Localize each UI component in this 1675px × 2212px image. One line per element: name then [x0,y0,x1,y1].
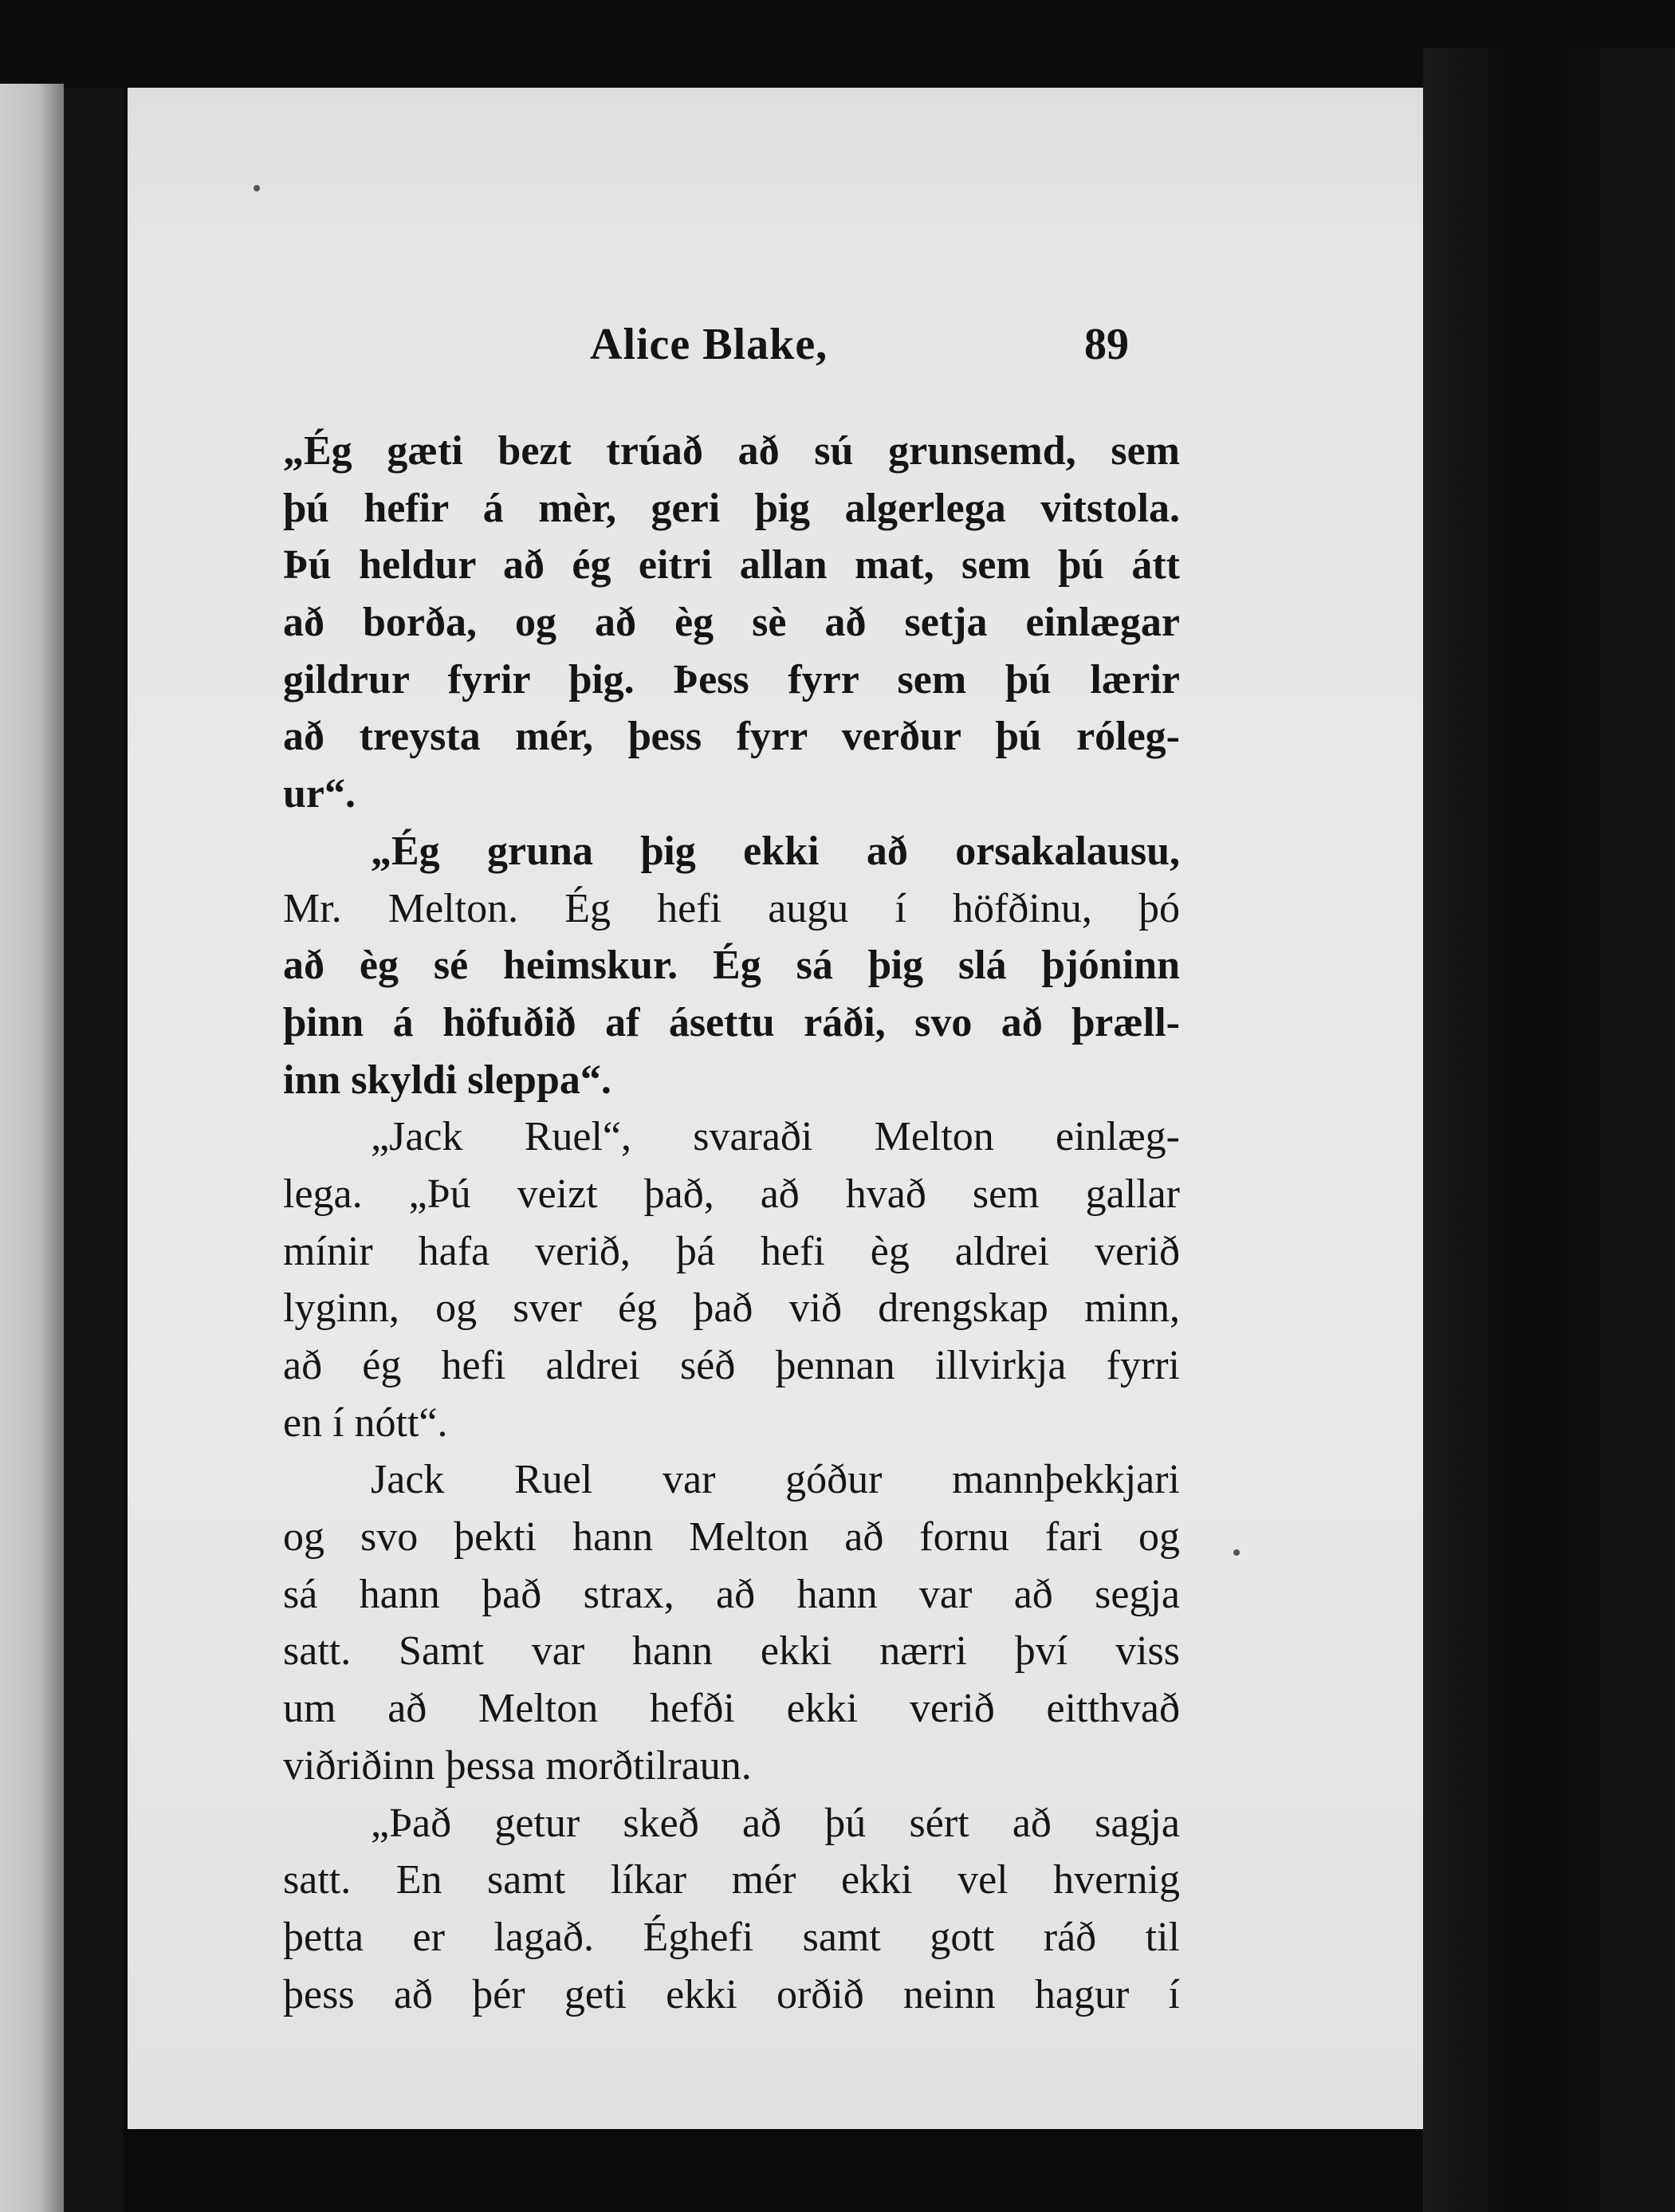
text-line: „Ég gæti bezt trúað að sú grunsemd, sem [283,428,1180,474]
body-text [283,423,1180,2023]
text-line: um að Melton hefði ekki verið eitthvað [283,1686,1180,1732]
text-line: Mr. Melton. Ég hefi augu í höfðinu, þó [283,885,1180,931]
text-line: að ég hefi aldrei séð þennan illvirkja fyrri [283,1343,1180,1388]
text-line: gildrur fyrir þig. Þess fyrr sem þú lærir [283,656,1180,703]
book-spine-shadow [64,88,124,2212]
ink-speck [1233,1549,1240,1556]
bottom-background [124,2129,1423,2212]
text-line: lyginn, og sver ég það við drengskap minn, [283,1285,1180,1332]
text-line: að treysta mér, þess fyrr verður þú róleg- [283,714,1180,760]
text-line: þetta er lagað. Éghefi samt gott ráð til [283,1914,1180,1960]
text-line: satt. En samt líkar mér ekki vel hvernig [283,1857,1180,1903]
text-line: þú hefir á mèr, geri þig algerlega vitstola. [283,485,1180,531]
text-line: mínir hafa verið, þá hefi èg aldrei verið [283,1228,1180,1274]
text-line: ur“. [283,771,356,817]
text-line: „Ég gruna þig ekki að orsakalausu, [371,828,1180,874]
text-line: þinn á höfuðið af ásettu ráði, svo að þræll- [283,999,1180,1045]
text-line: „Það getur skeð að þú sért að sagja [371,1800,1180,1846]
text-line: og svo þekti hann Melton að fornu fari og [283,1514,1180,1561]
running-title: Alice Blake, [590,320,828,369]
text-line: satt. Samt var hann ekki nærri því viss [283,1628,1180,1675]
right-background [1423,48,1675,2212]
page-number: 89 [1084,320,1129,369]
text-line: að borða, og að èg sè að setja einlægar [283,600,1180,646]
running-head [590,319,1148,383]
text-line: að èg sé heimskur. Ég sá þig slá þjóninn [283,943,1180,989]
previous-page-edge [0,84,64,2212]
text-line: inn skyldi sleppa“. [283,1057,611,1103]
ink-speck [254,185,260,191]
text-line: viðriðinn þessa morðtilraun. [283,1742,752,1789]
text-line: en í nótt“. [283,1399,448,1446]
text-line: þess að þér geti ekki orðið neinn hagur í [283,1971,1180,2017]
text-line: lega. „Þú veizt það, að hvað sem gallar [283,1171,1180,1217]
text-line: „Jack Ruel“, svaraði Melton einlæg- [371,1114,1180,1160]
text-line: Þú heldur að ég eitri allan mat, sem þú átt [283,542,1180,588]
text-line: Jack Ruel var góður mannþekkjari [371,1457,1180,1503]
text-line: sá hann það strax, að hann var að segja [283,1571,1180,1617]
